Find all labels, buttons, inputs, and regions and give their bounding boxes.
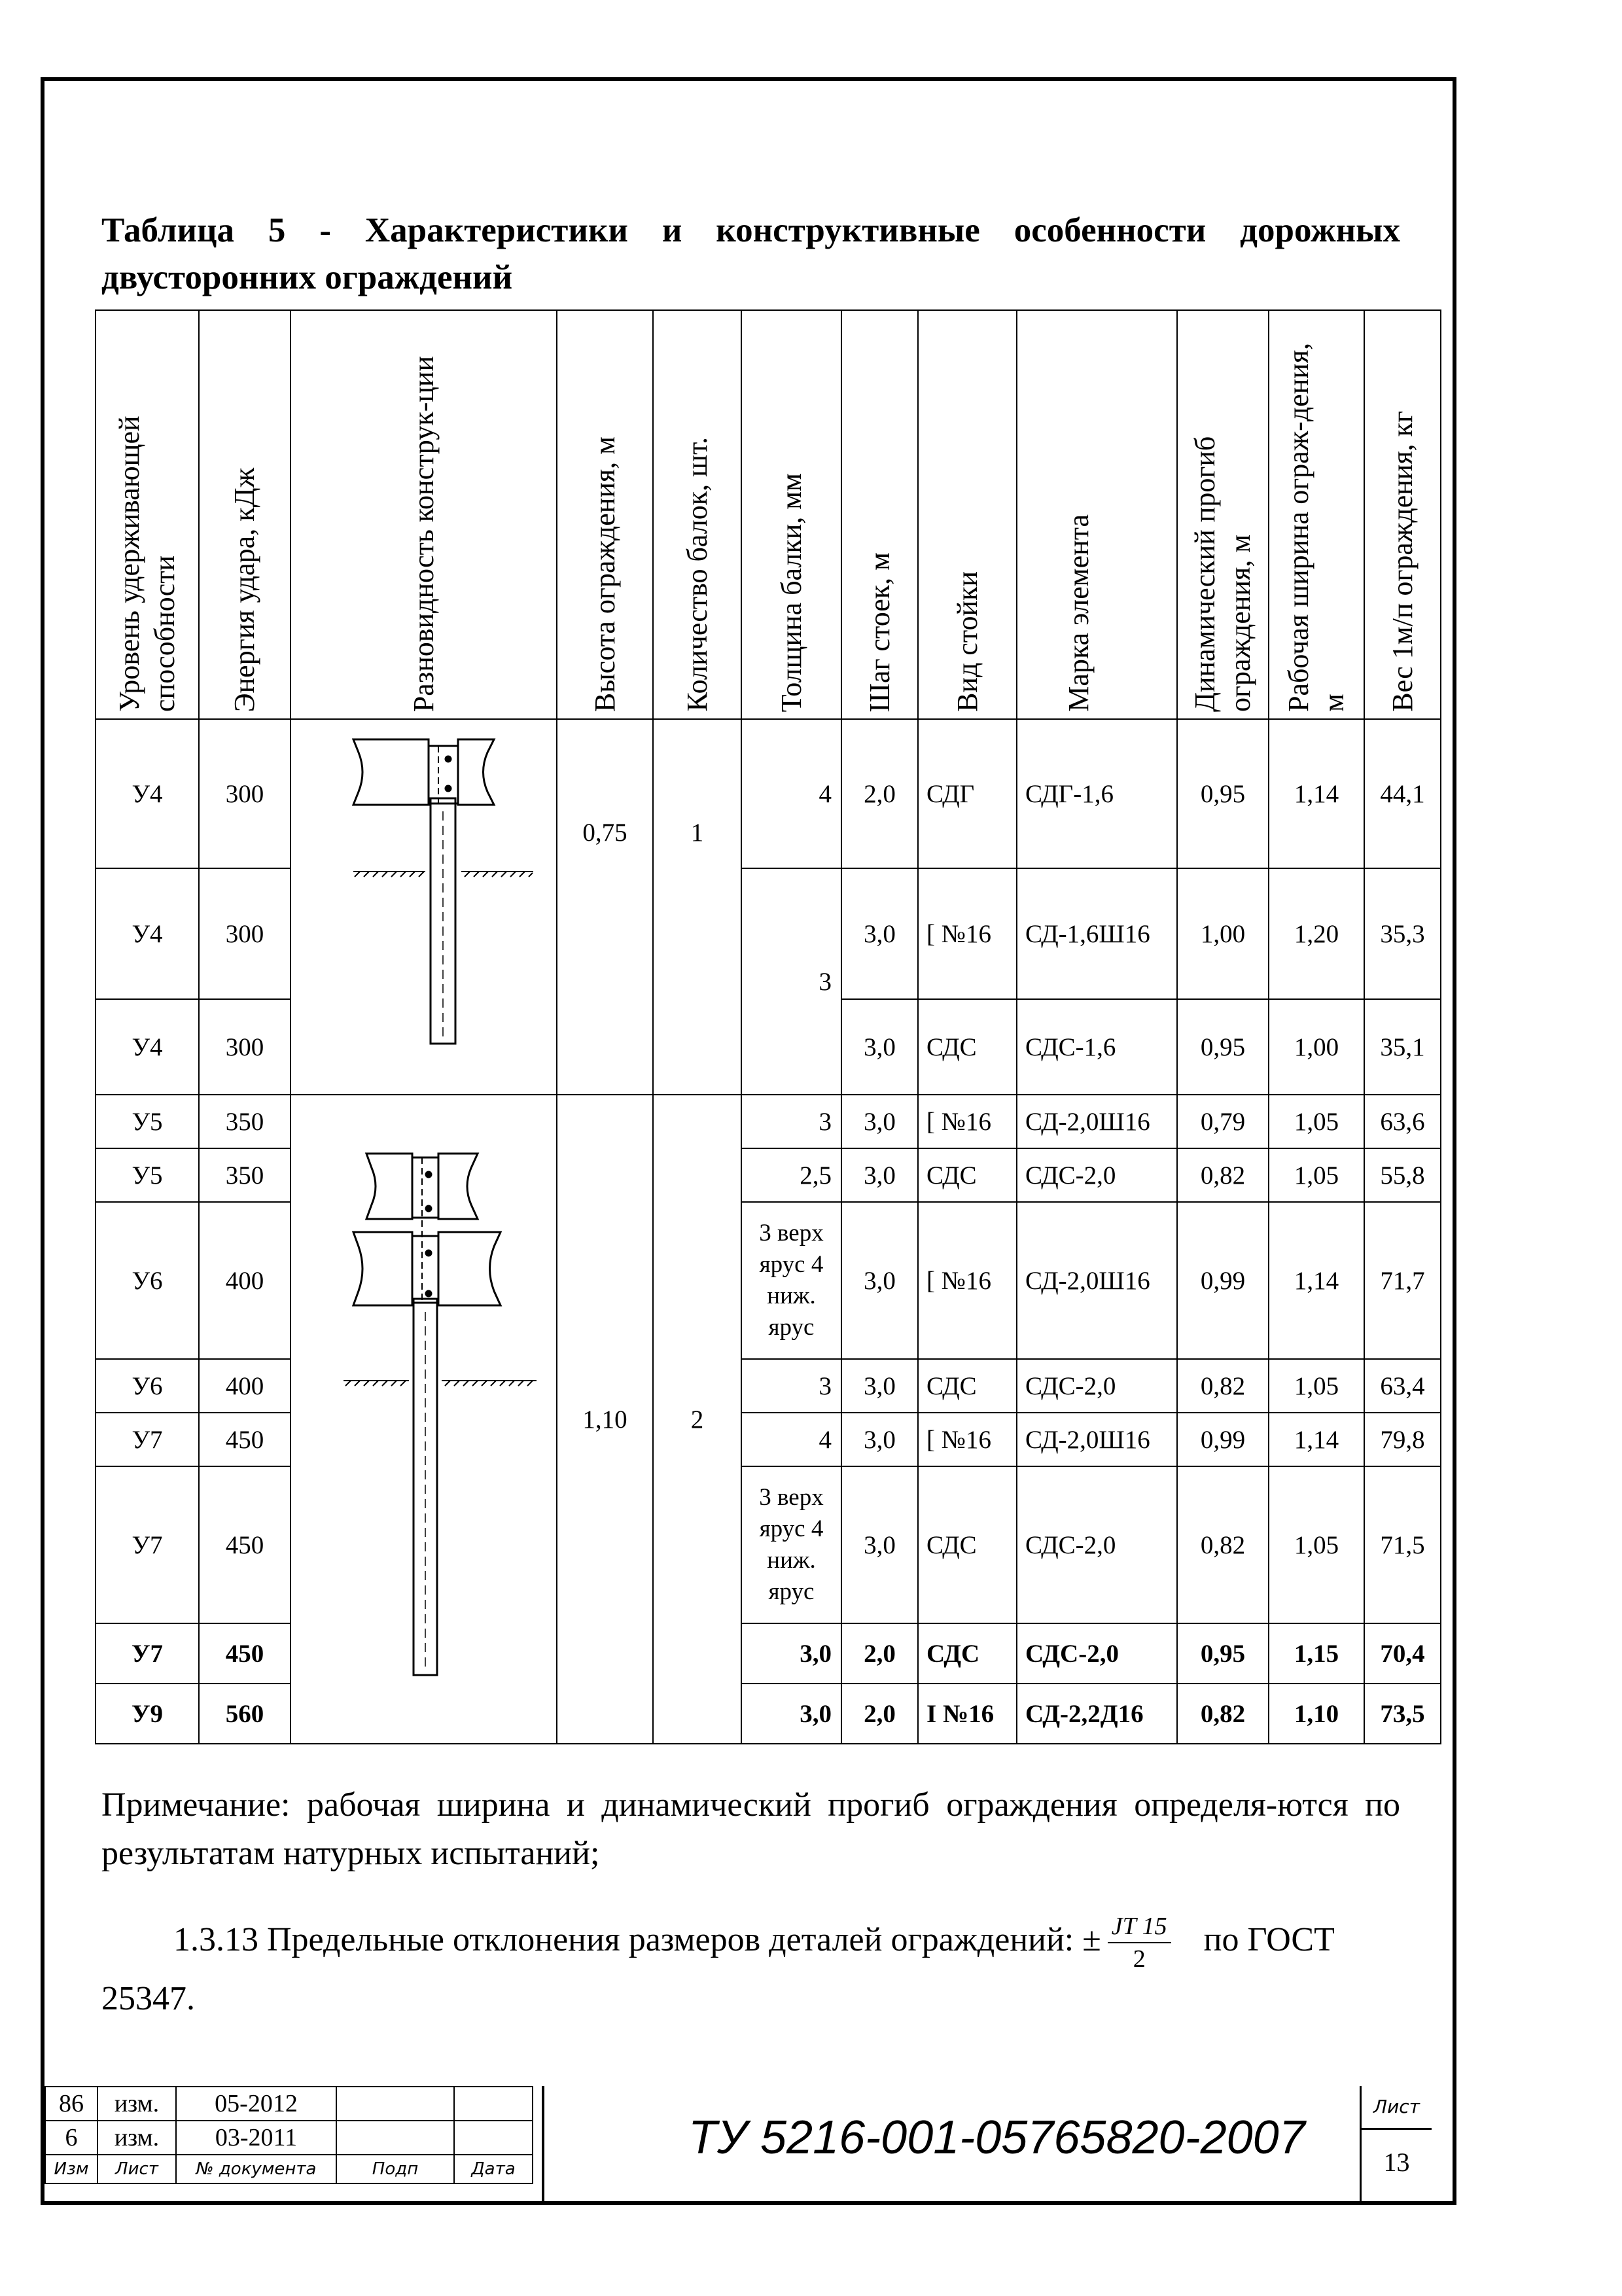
cell-weight: 73,5	[1364, 1684, 1441, 1744]
cell-deflection: 0,99	[1177, 1202, 1269, 1359]
cell-weight: 71,5	[1364, 1466, 1441, 1623]
cell-post: [ №16	[918, 1095, 1017, 1148]
characteristics-table	[95, 309, 1441, 1744]
cell-width: 1,14	[1269, 719, 1364, 868]
cell-weight: 63,6	[1364, 1095, 1441, 1148]
cell-width: 1,14	[1269, 1413, 1364, 1466]
cell-mark: СДС-2,0	[1017, 1359, 1177, 1413]
cell-mark: СДС-1,6	[1017, 999, 1177, 1095]
cell-thickness: 4	[741, 1413, 841, 1466]
header-variety: Разновидность конструк-ции	[291, 310, 557, 719]
cell-mark: СДС-2,0	[1017, 1148, 1177, 1202]
sheet-box	[1360, 2086, 1432, 2201]
cell-thickness: 3	[741, 1359, 841, 1413]
upper-beam-left-profile	[366, 1154, 412, 1219]
cell-level: У7	[96, 1623, 199, 1684]
para-text-after: по ГОСТ 25347.	[101, 1920, 1335, 2017]
cell-mark: СД-2,0Ш16	[1017, 1095, 1177, 1148]
cell-level: У4	[96, 719, 199, 868]
cell-mark: СД-2,0Ш16	[1017, 1202, 1177, 1359]
cell-energy: 350	[199, 1148, 291, 1202]
cell-post: [ №16	[918, 1202, 1017, 1359]
cell-beams: 2	[653, 1095, 741, 1744]
cell-weight: 35,3	[1364, 868, 1441, 999]
sheet-label: Лист	[1362, 2086, 1432, 2130]
cell-mark: СДС-2,0	[1017, 1623, 1177, 1684]
cell-weight: 63,4	[1364, 1359, 1441, 1413]
header-mark: Марка элемента	[1017, 310, 1177, 719]
cell-step: 3,0	[841, 999, 918, 1095]
cell-width: 1,14	[1269, 1202, 1364, 1359]
cell-post: [ №16	[918, 1413, 1017, 1466]
cell-post: СДС	[918, 1359, 1017, 1413]
cell-thickness: 3	[741, 1095, 841, 1148]
cell-deflection: 0,99	[1177, 1413, 1269, 1466]
revision-row: 6 изм. 03-2011	[45, 2121, 533, 2155]
cell-step: 3,0	[841, 1148, 918, 1202]
cell-mark: СДС-2,0	[1017, 1466, 1177, 1623]
cell-deflection: 0,82	[1177, 1466, 1269, 1623]
cell-level: У6	[96, 1202, 199, 1359]
cell-deflection: 0,79	[1177, 1095, 1269, 1148]
block-bracket	[429, 746, 458, 804]
cell-width: 1,00	[1269, 999, 1364, 1095]
cell-energy: 560	[199, 1684, 291, 1744]
cell-energy: 300	[199, 999, 291, 1095]
cell-energy: 350	[199, 1095, 291, 1148]
cell-width: 1,05	[1269, 1466, 1364, 1623]
header-energy: Энергия удара, кДж	[199, 310, 291, 719]
header-beams: Количество балок, шт.	[653, 310, 741, 719]
cell-level: У5	[96, 1095, 199, 1148]
cell-energy: 450	[199, 1413, 291, 1466]
cell-height: 1,10	[557, 1095, 653, 1744]
cell-level: У4	[96, 868, 199, 999]
cell-weight: 55,8	[1364, 1148, 1441, 1202]
header-weight: Вес 1м/п ограждения, кг	[1364, 310, 1441, 719]
cell-deflection: 0,82	[1177, 1684, 1269, 1744]
cell-thickness: 3,0	[741, 1684, 841, 1744]
cell-weight: 44,1	[1364, 719, 1441, 868]
cell-deflection: 0,95	[1177, 999, 1269, 1095]
cell-deflection: 1,00	[1177, 868, 1269, 999]
cell-post: СДС	[918, 1466, 1017, 1623]
cell-thickness: 3 верх ярус 4 ниж. ярус	[741, 1202, 841, 1359]
cell-width: 1,20	[1269, 868, 1364, 999]
cell-thickness: 3	[741, 868, 841, 1095]
cell-deflection: 0,82	[1177, 1148, 1269, 1202]
cell-post: СДС	[918, 1623, 1017, 1684]
cell-weight: 71,7	[1364, 1202, 1441, 1359]
cell-level: У5	[96, 1148, 199, 1202]
cell-mark: СДГ-1,6	[1017, 719, 1177, 868]
cell-width: 1,15	[1269, 1623, 1364, 1684]
lower-beam-left-profile	[353, 1232, 412, 1305]
cell-step: 3,0	[841, 1359, 918, 1413]
cell-post: СДГ	[918, 719, 1017, 868]
cell-level: У6	[96, 1359, 199, 1413]
cell-step: 2,0	[841, 1684, 918, 1744]
header-level: Уровень удерживающей способности	[96, 310, 199, 719]
cell-level: У7	[96, 1466, 199, 1623]
upper-beam-right-profile	[438, 1154, 478, 1219]
header-width: Рабочая ширина ограж-дения, м	[1269, 310, 1364, 719]
cell-step: 3,0	[841, 1095, 918, 1148]
header-step: Шаг стоек, м	[841, 310, 918, 719]
cell-deflection: 0,82	[1177, 1359, 1269, 1413]
cell-width: 1,10	[1269, 1684, 1364, 1744]
cell-energy: 450	[199, 1623, 291, 1684]
cell-step: 3,0	[841, 1466, 918, 1623]
cell-thickness: 2,5	[741, 1148, 841, 1202]
cell-thickness: 3 верх ярус 4 ниж. ярус	[741, 1466, 841, 1623]
cell-mark: СД-1,6Ш16	[1017, 868, 1177, 999]
table-note: Примечание: рабочая ширина и динамический прогиб ограждения определя-ются по результатам натурных испытаний;	[101, 1786, 1400, 1872]
para-text: 1.3.13 Предельные отклонения размеров деталей ограждений: ±	[173, 1920, 1101, 1958]
cell-post: I №16	[918, 1684, 1017, 1744]
lower-beam-right-profile	[438, 1232, 501, 1305]
header-post: Вид стойки	[918, 310, 1017, 719]
cell-thickness: 3,0	[741, 1623, 841, 1684]
cell-energy: 450	[199, 1466, 291, 1623]
beam-left-profile	[353, 739, 429, 805]
cell-deflection: 0,95	[1177, 1623, 1269, 1684]
cell-step: 3,0	[841, 1413, 918, 1466]
cell-energy: 400	[199, 1202, 291, 1359]
cell-step: 3,0	[841, 1202, 918, 1359]
table-row	[96, 719, 1441, 868]
cell-step: 2,0	[841, 719, 918, 868]
cell-energy: 300	[199, 719, 291, 868]
cell-thickness: 4	[741, 719, 841, 868]
cell-deflection: 0,95	[1177, 719, 1269, 868]
cell-beams: 1	[653, 719, 741, 1095]
revision-labels: Изм Лист № документа Подп Дата	[45, 2155, 533, 2183]
cell-level: У9	[96, 1684, 199, 1744]
single-barrier-drawing	[340, 733, 550, 1047]
cell-post: СДС	[918, 999, 1017, 1095]
cell-width: 1,05	[1269, 1095, 1364, 1148]
cell-weight: 35,1	[1364, 999, 1441, 1095]
cell-level: У4	[96, 999, 199, 1095]
ground-hatch	[344, 1381, 537, 1386]
header-deflection: Динамический прогиб ограждения, м	[1177, 310, 1269, 719]
cell-mark: СД-2,2Д16	[1017, 1684, 1177, 1744]
cell-step: 3,0	[841, 868, 918, 999]
cell-weight: 70,4	[1364, 1623, 1441, 1684]
cell-post: СДС	[918, 1148, 1017, 1202]
cell-energy: 400	[199, 1359, 291, 1413]
cell-height: 0,75	[557, 719, 653, 1095]
cell-weight: 79,8	[1364, 1413, 1441, 1466]
document-designation	[542, 2086, 1432, 2201]
tolerance-fraction: $\frac{JT 15}{2}$	[1108, 1911, 1171, 1975]
table-row	[96, 1095, 1441, 1148]
double-barrier-drawing	[340, 1148, 550, 1678]
paragraph-1-3-13	[101, 1911, 1400, 2023]
title-block	[44, 2086, 1453, 2201]
revision-row: 86 изм. 05-2012	[45, 2087, 533, 2121]
cell-width: 1,05	[1269, 1148, 1364, 1202]
cell-step: 2,0	[841, 1623, 918, 1684]
header-row	[96, 310, 1441, 719]
cell-width: 1,05	[1269, 1359, 1364, 1413]
cell-post: [ №16	[918, 868, 1017, 999]
beam-right-profile	[458, 739, 494, 805]
cell-level: У7	[96, 1413, 199, 1466]
document-number: ТУ 5216-001-05765820-2007	[688, 2111, 1305, 2164]
cell-energy: 300	[199, 868, 291, 999]
cell-mark: СД-2,0Ш16	[1017, 1413, 1177, 1466]
revision-table	[44, 2086, 533, 2184]
table-title: Таблица 5 - Характеристики и конструктивные особенности дорожных двусторонних ограждений	[101, 211, 1400, 296]
header-thickness: Толщина балки, мм	[741, 310, 841, 719]
header-height: Высота ограждения, м	[557, 310, 653, 719]
sheet-number: 13	[1383, 2147, 1410, 2177]
